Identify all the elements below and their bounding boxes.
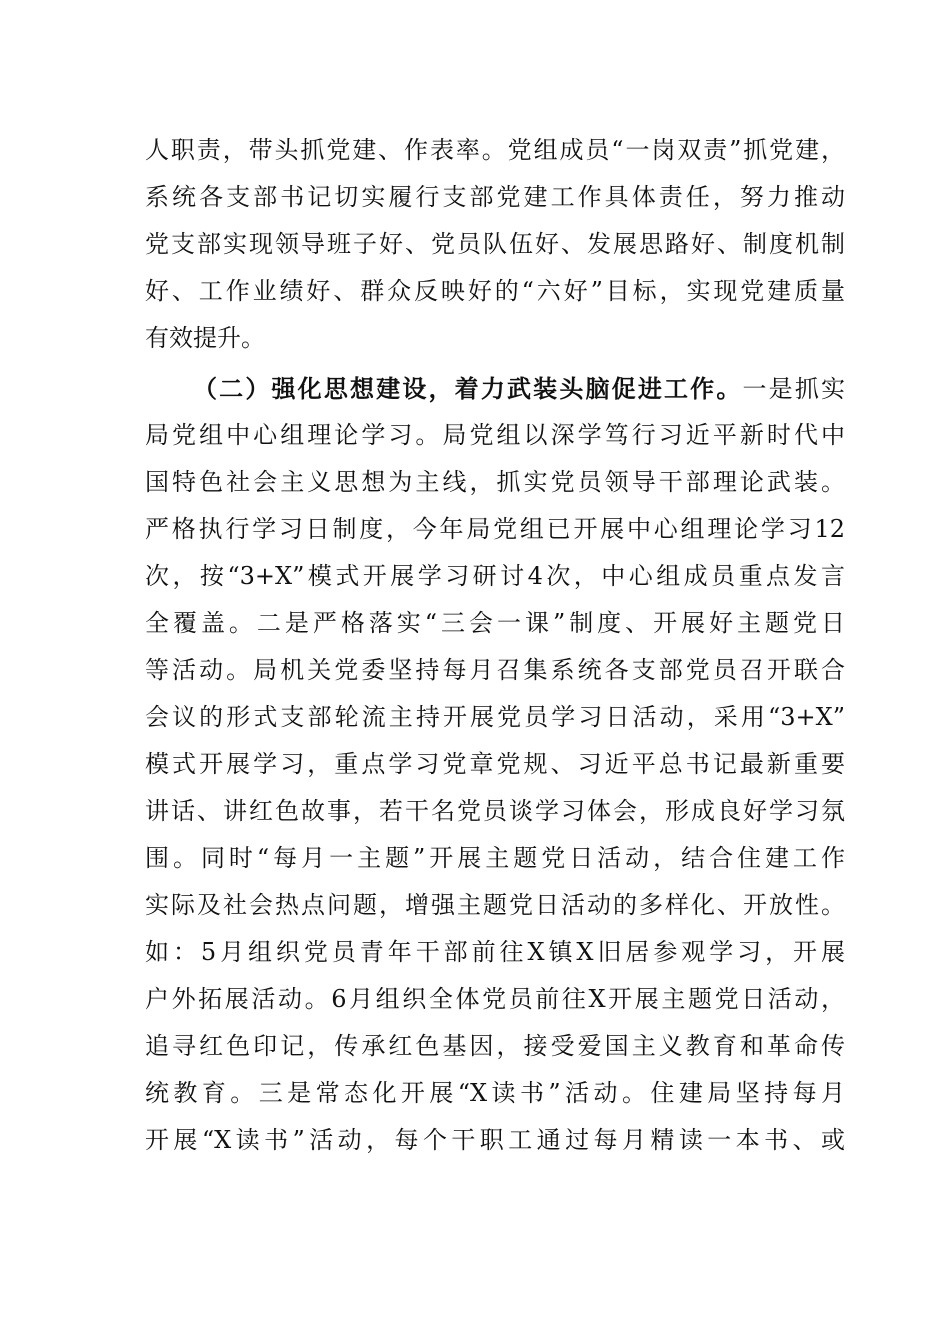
paragraph-2 — [145, 365, 845, 1164]
text-line: 好、工作业绩好、群众反映好的“六好”目标，实现党建质量 — [145, 277, 845, 305]
text-line: 讲话、讲红色故事，若干名党员谈学习体会，形成良好学习氛 — [145, 797, 845, 825]
text-line: 如：5月组织党员青年干部前往X镇X旧居参观学习，开展 — [145, 938, 845, 966]
text-line: 系统各支部书记切实履行支部党建工作具体责任，努力推动 — [145, 183, 845, 211]
text-line: 党支部实现领导班子好、党员队伍好、发展思路好、制度机制 — [145, 230, 845, 258]
text-line: 严格执行学习日制度，今年局党组已开展中心组理论学习12 — [145, 515, 845, 543]
text-line: 统教育。三是常态化开展“X读书”活动。住建局坚持每月 — [145, 1079, 845, 1107]
body-text — [145, 127, 845, 1164]
text-line: 实际及社会热点问题，增强主题党日活动的多样化、开放性。 — [145, 891, 845, 919]
text-line: 有效提升。 — [145, 324, 265, 352]
text-line: 等活动。局机关党委坚持每月召集系统各支部党员召开联合 — [145, 656, 845, 684]
text-line: 人职责，带头抓党建、作表率。党组成员“一岗双责”抓党建， — [145, 136, 845, 164]
text-line: 局党组中心组理论学习。局党组以深学笃行习近平新时代中 — [145, 421, 845, 449]
text-line: 围。同时“每月一主题”开展主题党日活动，结合住建工作 — [145, 844, 845, 872]
text-line: 次，按“3+X”模式开展学习研讨4次，中心组成员重点发言 — [145, 562, 845, 590]
text-span: 一是抓实 — [742, 375, 845, 403]
section-heading: （二）强化思想建设，着力武装头脑促进工作。 — [193, 374, 743, 403]
paragraph-2-first-line — [145, 365, 845, 412]
paragraph-1 — [145, 127, 845, 362]
text-line: 国特色社会主义思想为主线，抓实党员领导干部理论武装。 — [145, 468, 845, 496]
text-line: 模式开展学习，重点学习党章党规、习近平总书记最新重要 — [145, 750, 845, 778]
text-line: 全覆盖。二是严格落实“三会一课”制度、开展好主题党日 — [145, 609, 845, 637]
text-line: 户外拓展活动。6月组织全体党员前往X开展主题党日活动， — [145, 985, 845, 1013]
text-line: 会议的形式支部轮流主持开展党员学习日活动，采用“3+X” — [145, 703, 845, 731]
text-line: 开展“X读书”活动，每个干职工通过每月精读一本书、或 — [145, 1126, 845, 1154]
text-line: 追寻红色印记，传承红色基因，接受爱国主义教育和革命传 — [145, 1032, 845, 1060]
